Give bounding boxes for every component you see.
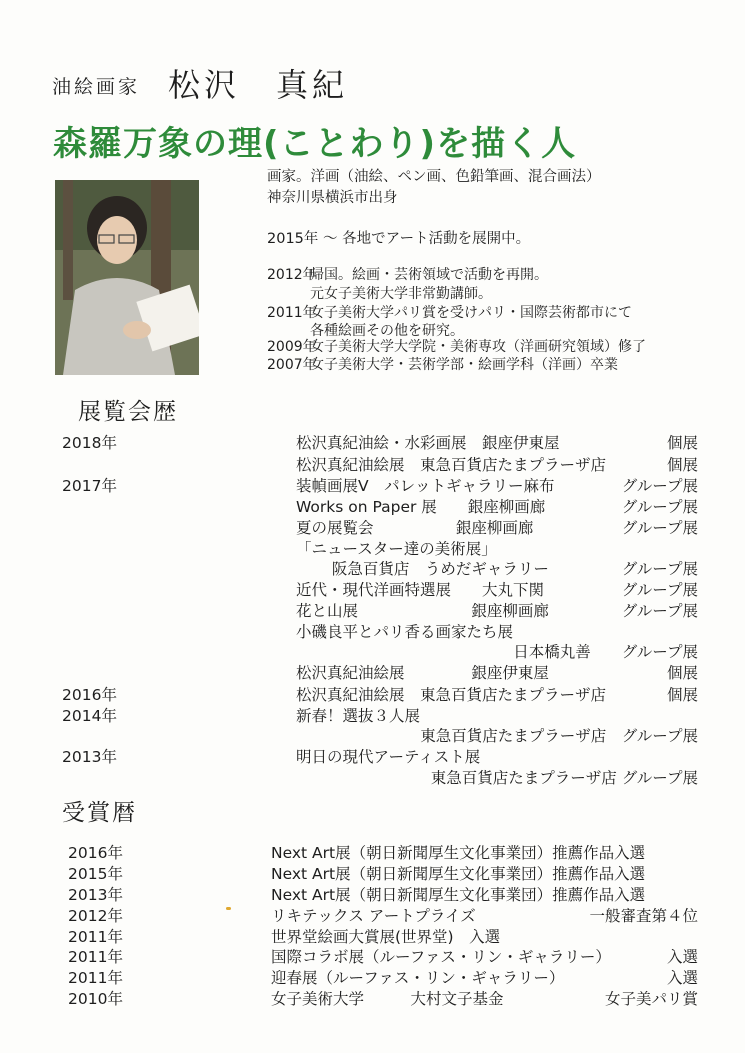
award-result: 女子美パリ賞 [604,990,698,1008]
award-year: 2016年 [68,844,123,862]
award-year: 2012年 [68,907,123,925]
bio-history-year: 2007年 [267,357,317,373]
exhibition-category: グループ展 [621,560,698,578]
bio-history-text: 帰国。絵画・芸術領域で活動を再開。 [310,267,548,283]
exhibition-category: グループ展 [621,581,698,599]
exhibition-name: Works on Paper 展 銀座柳画廊 [296,498,546,516]
exhibition-year: 2018年 [62,434,117,452]
exhibition-category: グループ展 [621,602,698,620]
award-name: 迎春展（ルーファス・リン・ギャラリー） [271,969,565,987]
exhibition-category: 日本橋丸善 グループ展 [513,643,698,661]
awards-title: 受賞暦 [62,800,137,826]
exhibition-year: 2014年 [62,707,117,725]
exhibition-name: 「ニュースター達の美術展」 [296,540,497,558]
exhibition-category: 東急百貨店たまプラーザ店 グループ展 [430,769,698,787]
exhibition-category: 個展 [666,664,698,682]
bio-intro-line-1: 画家。洋画（油絵、ペン画、色鉛筆画、混合画法） [267,169,601,185]
artist-name: 松沢 真紀 [168,66,349,104]
exhibition-name: 阪急百貨店 うめだギャラリー [296,560,549,578]
award-name: 世界堂絵画大賞展(世界堂) 入選 [271,928,501,946]
award-year: 2010年 [68,990,123,1008]
exhibition-name: 松沢真紀油絵展 東急百貨店たまプラーザ店 [296,686,607,704]
award-name: 女子美術大学 大村文子基金 [271,990,504,1008]
award-year: 2015年 [68,865,123,883]
exhibition-year: 2017年 [62,477,117,495]
exhibition-category: 個展 [666,456,698,474]
award-result: 一般審査第４位 [589,907,698,925]
ink-mark [226,907,231,910]
exhibition-category: グループ展 [621,519,698,537]
artist-role: 油絵画家 [52,76,141,98]
award-result: 入選 [666,948,698,966]
award-year: 2013年 [68,886,123,904]
award-year: 2011年 [68,969,123,987]
award-year: 2011年 [68,948,123,966]
bio-history-year: 2009年 [267,339,317,355]
exhibition-category: 個展 [666,434,698,452]
exhibition-name: 松沢真紀油絵展 東急百貨店たまプラーザ店 [296,456,607,474]
exhibition-name: 近代・現代洋画特選展 大丸下関 [296,581,545,599]
award-name: 国際コラボ展（ルーファス・リン・ギャラリー） [271,948,611,966]
headline: 森羅万象の理(ことわり)を描く人 [53,124,577,164]
exhibition-category: グループ展 [621,498,698,516]
exhibition-name: 花と山展 銀座柳画廊 [296,602,549,620]
artist-photo [55,180,199,375]
exhibition-name: 松沢真紀油絵展 銀座伊東屋 [296,664,549,682]
bio-current-activity: 2015年 ～ 各地でアート活動を展開中。 [267,231,531,247]
bio-history-text: 女子美術大学パリ賞を受けパリ・国際芸術都市にて [310,305,632,321]
exhibitions-title: 展覧会歴 [78,399,178,425]
bio-history-text: 元女子美術大学非常勤講師。 [310,286,492,302]
exhibition-category: グループ展 [621,477,698,495]
bio-history-year: 2012年 [267,267,317,283]
award-name: Next Art展（朝日新聞厚生文化事業団）推薦作品入選 [271,865,646,883]
award-year: 2011年 [68,928,123,946]
exhibition-name: 新春！選抜３人展 [296,707,421,725]
award-name: Next Art展（朝日新聞厚生文化事業団）推薦作品入選 [271,844,646,862]
award-name: リキテックス アートプライズ [271,907,476,925]
exhibition-category: 個展 [666,686,698,704]
bio-history-year: 2011年 [267,305,317,321]
bio-history-text: 各種絵画その他を研究。 [310,323,464,339]
exhibition-name: 小磯良平とパリ香る画家たち展 [296,623,514,641]
award-name: Next Art展（朝日新聞厚生文化事業団）推薦作品入選 [271,886,646,904]
exhibition-year: 2013年 [62,748,117,766]
award-result: 入選 [666,969,698,987]
exhibition-category: 東急百貨店たまプラーザ店 グループ展 [420,727,698,745]
exhibition-year: 2016年 [62,686,117,704]
exhibition-name: 明日の現代アーティスト展 [296,748,481,766]
bio-history-text: 女子美術大学・芸術学部・絵画学科（洋画）卒業 [310,357,618,373]
exhibition-name: 装幀画展Ⅴ パレットギャラリー麻布 [296,477,555,495]
bio-history-text: 女子美術大学大学院・美術専攻（洋画研究領域）修了 [310,339,646,355]
bio-intro-line-2: 神奈川県横浜市出身 [267,190,398,206]
exhibition-name: 夏の展覧会 銀座柳画廊 [296,519,534,537]
exhibition-name: 松沢真紀油絵・水彩画展 銀座伊東屋 [296,434,560,452]
